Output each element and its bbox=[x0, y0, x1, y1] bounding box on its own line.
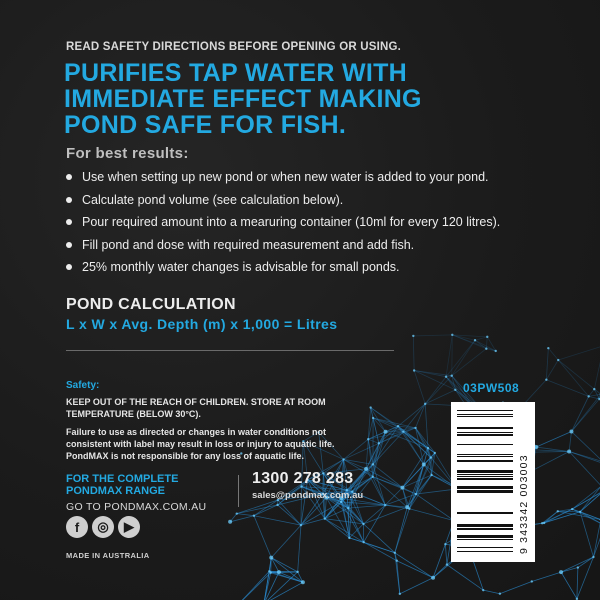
network-line bbox=[373, 443, 379, 476]
barcode-bar bbox=[457, 470, 513, 473]
network-line bbox=[363, 507, 407, 524]
network-node bbox=[422, 463, 426, 467]
network-node bbox=[384, 430, 388, 434]
network-node bbox=[412, 335, 414, 337]
network-node bbox=[577, 566, 579, 568]
network-node bbox=[579, 511, 581, 513]
network-node bbox=[276, 504, 278, 506]
network-node bbox=[277, 570, 281, 574]
network-node bbox=[300, 524, 302, 526]
network-node bbox=[397, 425, 399, 427]
network-line bbox=[279, 572, 303, 582]
network-node bbox=[228, 520, 232, 524]
network-node bbox=[559, 570, 563, 574]
barcode-bar bbox=[457, 416, 513, 417]
network-node bbox=[362, 541, 364, 543]
list-item: Use when setting up new pond or when new water is added to your pond. bbox=[64, 166, 544, 189]
network-line bbox=[373, 418, 379, 443]
barcode-bars bbox=[457, 410, 513, 554]
network-line bbox=[409, 509, 454, 521]
network-node bbox=[347, 507, 349, 509]
range-promo bbox=[66, 473, 236, 497]
network-line bbox=[546, 348, 548, 380]
network-line bbox=[447, 565, 483, 591]
network-line bbox=[254, 500, 278, 516]
pond-calculation-formula: L x W x Avg. Depth (m) x 1,000 = Litres bbox=[66, 316, 338, 332]
list-item: Calculate pond volume (see calculation below). bbox=[64, 189, 544, 212]
safety-line-1: KEEP OUT OF THE REACH OF CHILDREN. STORE AT ROOM bbox=[66, 397, 326, 407]
network-line bbox=[373, 418, 415, 428]
network-node bbox=[384, 504, 386, 506]
network-node bbox=[362, 523, 364, 525]
network-line bbox=[349, 538, 394, 553]
network-node bbox=[444, 543, 446, 545]
network-node bbox=[414, 427, 416, 429]
network-line bbox=[363, 505, 385, 524]
network-line bbox=[395, 507, 407, 553]
network-node bbox=[430, 474, 432, 476]
email-link[interactable]: sales@pondmax.com.au bbox=[252, 490, 364, 501]
network-line bbox=[594, 346, 600, 389]
contact-divider bbox=[238, 475, 239, 507]
network-node bbox=[557, 510, 559, 512]
network-line bbox=[452, 335, 486, 349]
barcode-bar bbox=[457, 456, 513, 457]
network-node bbox=[541, 522, 543, 524]
best-results-list bbox=[64, 166, 544, 279]
network-line bbox=[546, 380, 588, 397]
network-node bbox=[348, 537, 350, 539]
safety-line-2: TEMPERATURE (BELOW 30°C). bbox=[66, 409, 201, 419]
network-line bbox=[558, 360, 594, 389]
headline-line-3: POND SAFE FOR FISH. bbox=[64, 111, 347, 139]
barcode-bar bbox=[457, 535, 513, 538]
network-node bbox=[486, 336, 488, 338]
network-line bbox=[413, 336, 414, 371]
disclaimer-line-1: Failure to use as directed or changes in water conditions not bbox=[66, 427, 327, 437]
network-line bbox=[368, 439, 379, 443]
social-links bbox=[66, 516, 140, 538]
youtube-icon[interactable]: ▶ bbox=[118, 516, 140, 538]
barcode-number: 9 343342 003003 bbox=[518, 454, 530, 554]
instagram-icon[interactable]: ◎ bbox=[92, 516, 114, 538]
phone-number[interactable]: 1300 278 283 bbox=[252, 470, 354, 487]
barcode-bar bbox=[457, 478, 513, 480]
network-node bbox=[482, 589, 484, 591]
network-line bbox=[397, 561, 400, 594]
network-node bbox=[400, 486, 404, 490]
network-node bbox=[592, 556, 594, 558]
disclaimer-line-2: consistent with label may result in loss or injury to aquatic life. bbox=[66, 439, 335, 449]
network-line bbox=[363, 524, 394, 553]
network-line bbox=[558, 346, 600, 360]
network-line bbox=[542, 512, 580, 523]
barcode-bar bbox=[457, 432, 513, 433]
headline-line-2: IMMEDIATE EFFECT MAKING bbox=[64, 85, 422, 113]
network-node bbox=[369, 406, 371, 408]
network-node bbox=[340, 501, 342, 503]
network-line bbox=[414, 371, 425, 404]
network-node bbox=[296, 571, 298, 573]
network-line bbox=[400, 578, 433, 594]
product-code: 03PW508 bbox=[463, 381, 520, 395]
barcode-bar bbox=[457, 414, 513, 415]
network-line bbox=[452, 349, 487, 376]
list-item: 25% monthly water changes is advisable for small ponds. bbox=[64, 256, 544, 279]
network-node bbox=[402, 430, 404, 432]
barcode-bar bbox=[457, 486, 513, 489]
network-node bbox=[413, 369, 415, 371]
network-line bbox=[571, 394, 600, 431]
network-node bbox=[372, 476, 374, 478]
divider bbox=[66, 350, 394, 351]
facebook-icon[interactable]: f bbox=[66, 516, 88, 538]
network-line bbox=[569, 432, 571, 452]
network-node bbox=[446, 563, 448, 565]
network-node bbox=[571, 508, 573, 510]
network-node bbox=[593, 388, 595, 390]
network-node bbox=[547, 347, 549, 349]
range-line-1: FOR THE COMPLETE bbox=[66, 473, 179, 485]
network-node bbox=[394, 552, 396, 554]
network-line bbox=[298, 525, 301, 572]
network-node bbox=[372, 463, 374, 465]
network-line bbox=[548, 348, 558, 360]
made-in-label: MADE IN AUSTRALIA bbox=[66, 551, 150, 560]
network-node bbox=[495, 350, 497, 352]
network-line bbox=[395, 553, 433, 578]
network-node bbox=[364, 467, 368, 471]
network-node bbox=[569, 430, 573, 434]
best-results-title: For best results: bbox=[66, 145, 189, 162]
barcode-bar bbox=[457, 476, 513, 477]
list-item: Fill pond and dose with required measurement and add fish. bbox=[64, 234, 544, 257]
network-line bbox=[407, 465, 424, 508]
range-line-2: PONDMAX RANGE bbox=[66, 485, 166, 497]
barcode-bar bbox=[457, 547, 513, 548]
network-node bbox=[372, 417, 374, 419]
network-node bbox=[427, 447, 429, 449]
safety-text bbox=[66, 396, 356, 420]
network-line bbox=[425, 376, 452, 404]
barcode-bar bbox=[457, 512, 513, 514]
network-node bbox=[430, 456, 432, 458]
barcode-bar bbox=[457, 490, 513, 493]
barcode-bar bbox=[457, 551, 513, 552]
network-line bbox=[577, 568, 578, 599]
network-line bbox=[237, 500, 278, 514]
network-line bbox=[561, 572, 577, 599]
network-node bbox=[431, 576, 435, 580]
network-line bbox=[271, 525, 301, 557]
network-line bbox=[569, 452, 600, 465]
barcode-bar bbox=[457, 460, 513, 462]
network-line bbox=[532, 572, 561, 581]
network-node bbox=[324, 517, 326, 519]
network-line bbox=[373, 432, 386, 477]
network-line bbox=[239, 571, 270, 600]
network-line bbox=[373, 464, 402, 487]
network-node bbox=[396, 560, 398, 562]
network-node bbox=[378, 442, 380, 444]
network-node bbox=[451, 374, 453, 376]
barcode-bar bbox=[457, 528, 513, 530]
network-line bbox=[558, 360, 588, 396]
network-node bbox=[499, 593, 501, 595]
network-node bbox=[268, 570, 270, 572]
headline bbox=[64, 60, 534, 138]
network-node bbox=[474, 339, 476, 341]
safety-warning: READ SAFETY DIRECTIONS BEFORE OPENING OR USING. bbox=[66, 41, 402, 53]
network-line bbox=[348, 505, 385, 508]
network-line bbox=[475, 337, 487, 340]
barcode-bar bbox=[457, 454, 513, 455]
disclaimer-line-3: PondMAX is not responsible for any loss of aquatic life. bbox=[66, 451, 305, 461]
barcode-bar bbox=[457, 427, 513, 429]
network-node bbox=[545, 379, 547, 381]
barcode-bar bbox=[457, 474, 513, 475]
network-node bbox=[451, 334, 453, 336]
network-line bbox=[278, 505, 301, 525]
barcode-bar bbox=[457, 524, 513, 527]
network-line bbox=[364, 505, 386, 542]
network-line bbox=[546, 360, 558, 380]
network-node bbox=[424, 403, 426, 405]
network-node bbox=[587, 395, 589, 397]
network-line bbox=[264, 572, 279, 600]
network-node bbox=[567, 450, 571, 454]
network-node bbox=[301, 580, 305, 584]
website-link[interactable]: GO TO PONDMAX.COM.AU bbox=[66, 501, 207, 513]
network-line bbox=[483, 590, 500, 594]
network-line bbox=[452, 340, 475, 375]
network-node bbox=[531, 580, 533, 582]
network-node bbox=[434, 452, 436, 454]
network-line bbox=[397, 561, 433, 578]
barcode-bar bbox=[457, 410, 513, 411]
network-line bbox=[230, 516, 254, 522]
network-node bbox=[269, 556, 273, 560]
network-node bbox=[445, 376, 447, 378]
headline-line-1: PURIFIES TAP WATER WITH bbox=[64, 59, 408, 87]
list-item: Pour required amount into a mearuring container (10ml for every 120 litres). bbox=[64, 211, 544, 234]
barcode-bar bbox=[457, 539, 513, 540]
network-line bbox=[237, 514, 254, 516]
network-node bbox=[405, 505, 409, 509]
network-line bbox=[593, 520, 600, 557]
network-line bbox=[500, 581, 532, 593]
safety-title: Safety: bbox=[66, 380, 100, 391]
barcode bbox=[451, 402, 535, 562]
network-node bbox=[367, 438, 369, 440]
network-line bbox=[254, 516, 271, 558]
network-node bbox=[415, 493, 417, 495]
network-node bbox=[485, 348, 487, 350]
network-line bbox=[532, 452, 569, 471]
network-line bbox=[445, 544, 447, 564]
barcode-bar bbox=[457, 434, 513, 436]
network-node bbox=[399, 593, 401, 595]
network-node bbox=[454, 389, 456, 391]
network-line bbox=[237, 505, 278, 514]
network-line bbox=[325, 519, 364, 542]
network-line bbox=[416, 494, 454, 521]
network-node bbox=[557, 359, 559, 361]
disclaimer-text bbox=[66, 426, 356, 462]
network-line bbox=[413, 335, 452, 336]
network-node bbox=[253, 515, 255, 517]
barcode-bar bbox=[457, 444, 513, 445]
network-node bbox=[236, 512, 238, 514]
pond-calculation-title: POND CALCULATION bbox=[66, 296, 236, 313]
